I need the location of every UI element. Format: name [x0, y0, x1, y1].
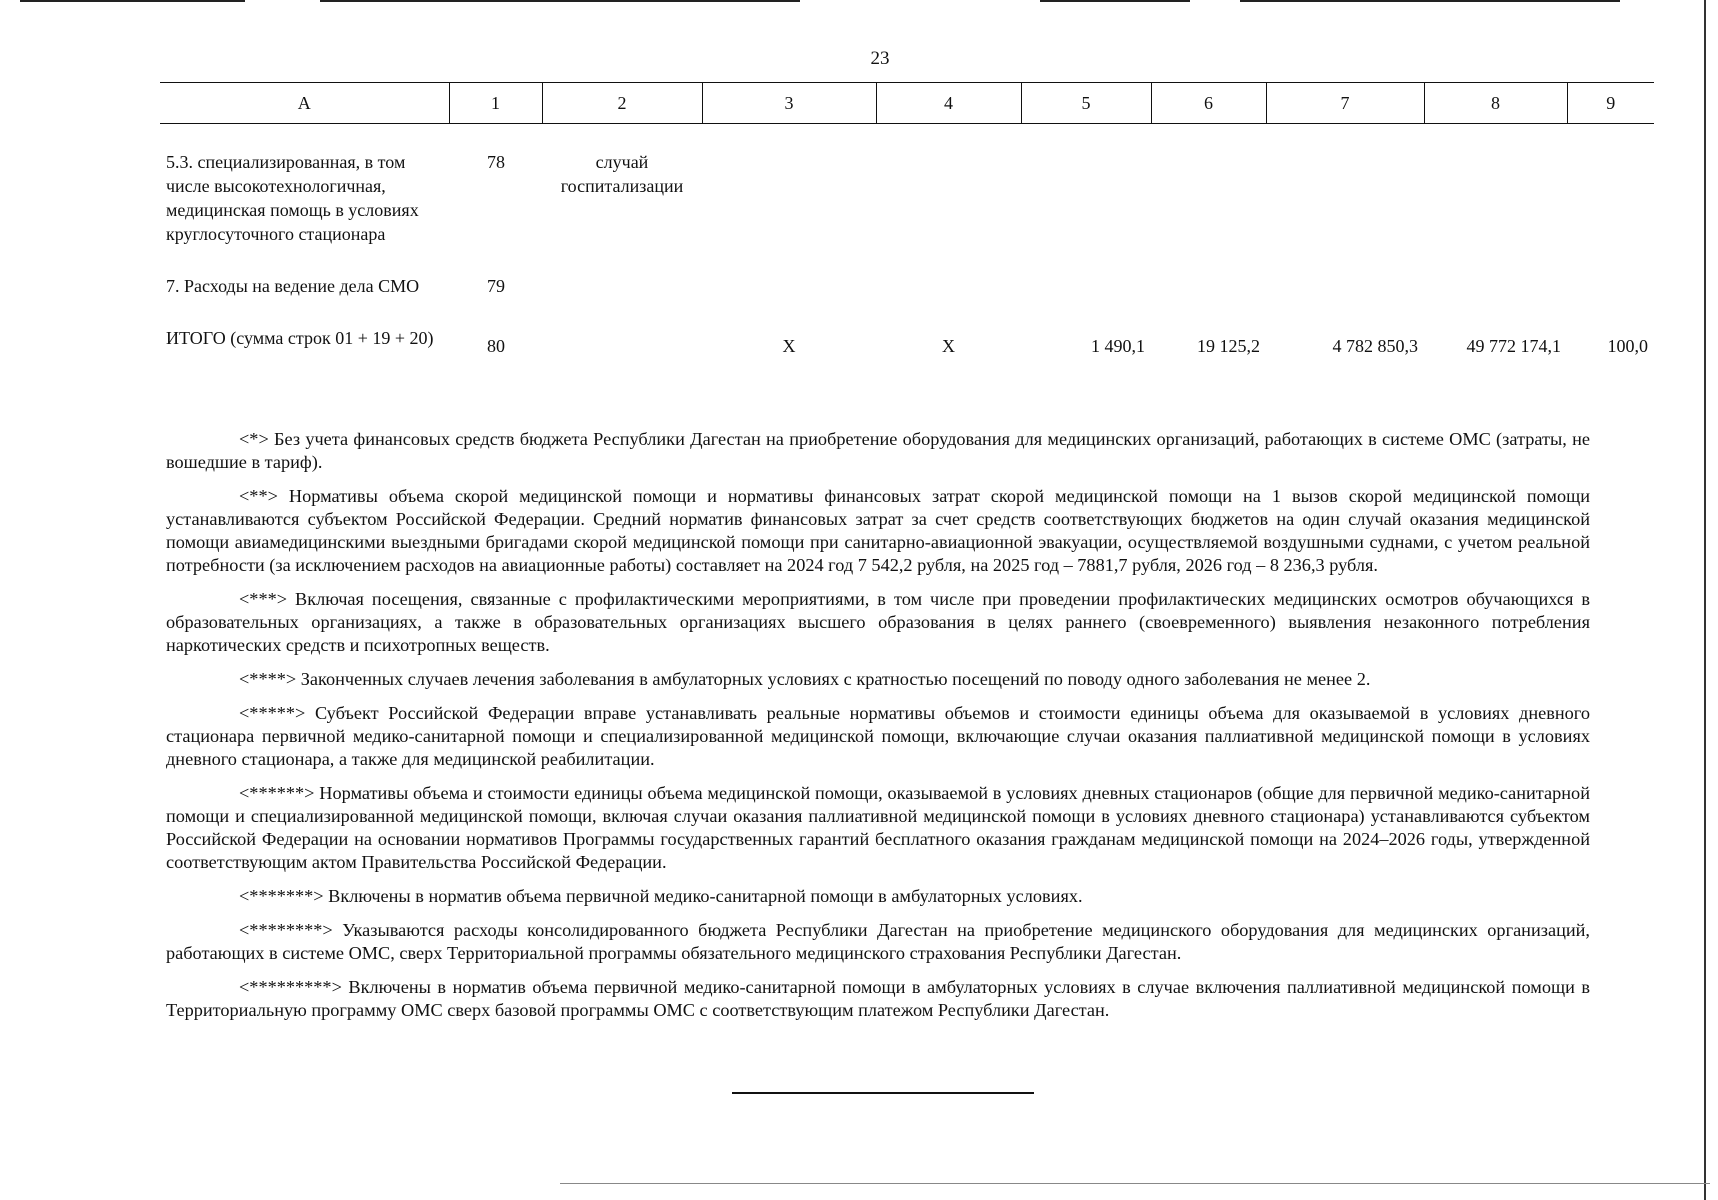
end-rule-divider [732, 1092, 1034, 1094]
column-header: 3 [702, 83, 876, 124]
cell-col8: 49 772 174,1 [1466, 336, 1561, 356]
row-number: 79 [487, 276, 505, 296]
column-header: 8 [1424, 83, 1567, 124]
column-header: 1 [449, 83, 542, 124]
table-row-total [160, 298, 1654, 358]
row-unit [542, 298, 702, 358]
cell-col4 [876, 124, 1021, 247]
table-header-row [160, 83, 1654, 124]
page-number: 23 [870, 48, 890, 69]
scan-edge-line [1240, 0, 1620, 2]
column-header: А [160, 83, 449, 124]
footnote: <****> Законченных случаев лечения заболевания в амбулаторных условиях с кратностью посещений по поводу одного заболевания не менее 2. [239, 669, 1371, 689]
cell-col7: 4 782 850,3 [1332, 336, 1418, 356]
data-table-container [160, 82, 1654, 358]
cell-col7 [1266, 124, 1424, 247]
scan-bottom-edge [560, 1183, 1710, 1184]
cell-col5 [1021, 124, 1151, 247]
row-number: 80 [487, 336, 505, 356]
cell-col9 [1567, 124, 1654, 247]
cell-col9 [1567, 246, 1654, 298]
column-header: 7 [1266, 83, 1424, 124]
table-row [160, 246, 1654, 298]
data-table [160, 82, 1654, 358]
scan-edge-line [320, 0, 800, 2]
footnote: <******> Нормативы объема и стоимости единицы объема медицинской помощи, оказываемой в условиях дневных стационаров (общие для первичной медико-санитарной помощи и специализированной медицинской помощи, включая случаи оказания паллиативной медицинской помощи в условиях дневного стационара) устанавливаются субъектом Российской Федерации на основании нормативов Программы государственных гарантий бесплатного оказания гражданам медицинской помощи на 2024–2026 годы, утвержденной соответствующим актом Правительства Российской Федерации. [166, 783, 1590, 872]
cell-col3: Х [782, 336, 796, 356]
table-row [160, 124, 1654, 247]
row-label: 5.3. специализированная, в том числе высокотехнологичная, медицинская помощь в условиях круглосуточного стационара [166, 152, 419, 244]
cell-col3 [702, 124, 876, 247]
footnote: <*****> Субъект Российской Федерации вправе устанавливать реальные нормативы объемов и стоимости единицы объема для оказываемой в условиях дневного стационара первичной медико-санитарной помощи и специализированной медицинской помощи, включающие случаи оказания паллиативной медицинской помощи в условиях дневного стационара, а также для медицинской реабилитации. [166, 703, 1590, 769]
row-unit [542, 246, 702, 298]
cell-col5 [1021, 246, 1151, 298]
cell-col5: 1 490,1 [1091, 336, 1145, 356]
cell-col3 [702, 246, 876, 298]
column-header: 2 [542, 83, 702, 124]
column-header: 6 [1151, 83, 1266, 124]
cell-col6 [1151, 246, 1266, 298]
scan-edge-line [1040, 0, 1190, 2]
row-label: ИТОГО (сумма строк 01 + 19 + 20) [166, 328, 434, 348]
cell-col4 [876, 246, 1021, 298]
scan-edge-line [20, 0, 245, 2]
column-header: 5 [1021, 83, 1151, 124]
cell-col9: 100,0 [1607, 336, 1648, 356]
scan-right-edge [1704, 0, 1706, 1200]
footnote: <***> Включая посещения, связанные с профилактическими мероприятиями, в том числе при проведении профилактических медицинских осмотров обучающихся в образовательных организациях, а также в образовательных организациях высшего образования в целях раннего (своевременного) выявления незаконного потребления наркотических средств и психотропных веществ. [166, 589, 1590, 655]
footnote: <********> Указываются расходы консолидированного бюджета Республики Дагестан на приобретение медицинского оборудования для медицинских организаций, работающих в системе ОМС, сверх Территориальной программы обязательного медицинского страхования Республики Дагестан. [166, 920, 1590, 963]
row-number: 78 [487, 152, 505, 172]
row-unit: случай госпитализации [560, 152, 684, 196]
footnote: <*******> Включены в норматив объема первичной медико-санитарной помощи в амбулаторных условиях. [239, 886, 1083, 906]
footnotes [166, 428, 1590, 1033]
cell-col8 [1424, 124, 1567, 247]
cell-col7 [1266, 246, 1424, 298]
footnote: <*********> Включены в норматив объема первичной медико-санитарной помощи в амбулаторных условиях в случае включения паллиативной медицинской помощи в Территориальную программу ОМС сверх базовой программы ОМС с соответствующим платежом Республики Дагестан. [166, 977, 1590, 1020]
cell-col8 [1424, 246, 1567, 298]
footnote: <**> Нормативы объема скорой медицинской помощи и нормативы финансовых затрат скорой медицинской помощи на 1 вызов скорой медицинской помощи устанавливаются субъектом Российской Федерации. Средний норматив финансовых затрат за счет средств соответствующих бюджетов на один случай оказания медицинской помощи авиамедицинскими выездными бригадами скорой медицинской помощи при санитарно-авиационной эвакуации, осуществляемой воздушными суднами, с учетом реальной потребности (за исключением расходов на авиационные работы) составляет на 2024 год 7 542,2 рубля, на 2025 год – 7881,7 рубля, 2026 год – 8 236,3 рубля. [166, 486, 1590, 575]
footnote: <*> Без учета финансовых средств бюджета Республики Дагестан на приобретение оборудования для медицинских организаций, работающих в системе ОМС (затраты, не вошедшие в тариф). [166, 429, 1590, 472]
column-header: 4 [876, 83, 1021, 124]
cell-col6: 19 125,2 [1197, 336, 1260, 356]
column-header: 9 [1567, 83, 1654, 124]
cell-col4: Х [942, 336, 955, 356]
cell-col6 [1151, 124, 1266, 247]
row-label: 7. Расходы на ведение дела СМО [166, 276, 420, 296]
